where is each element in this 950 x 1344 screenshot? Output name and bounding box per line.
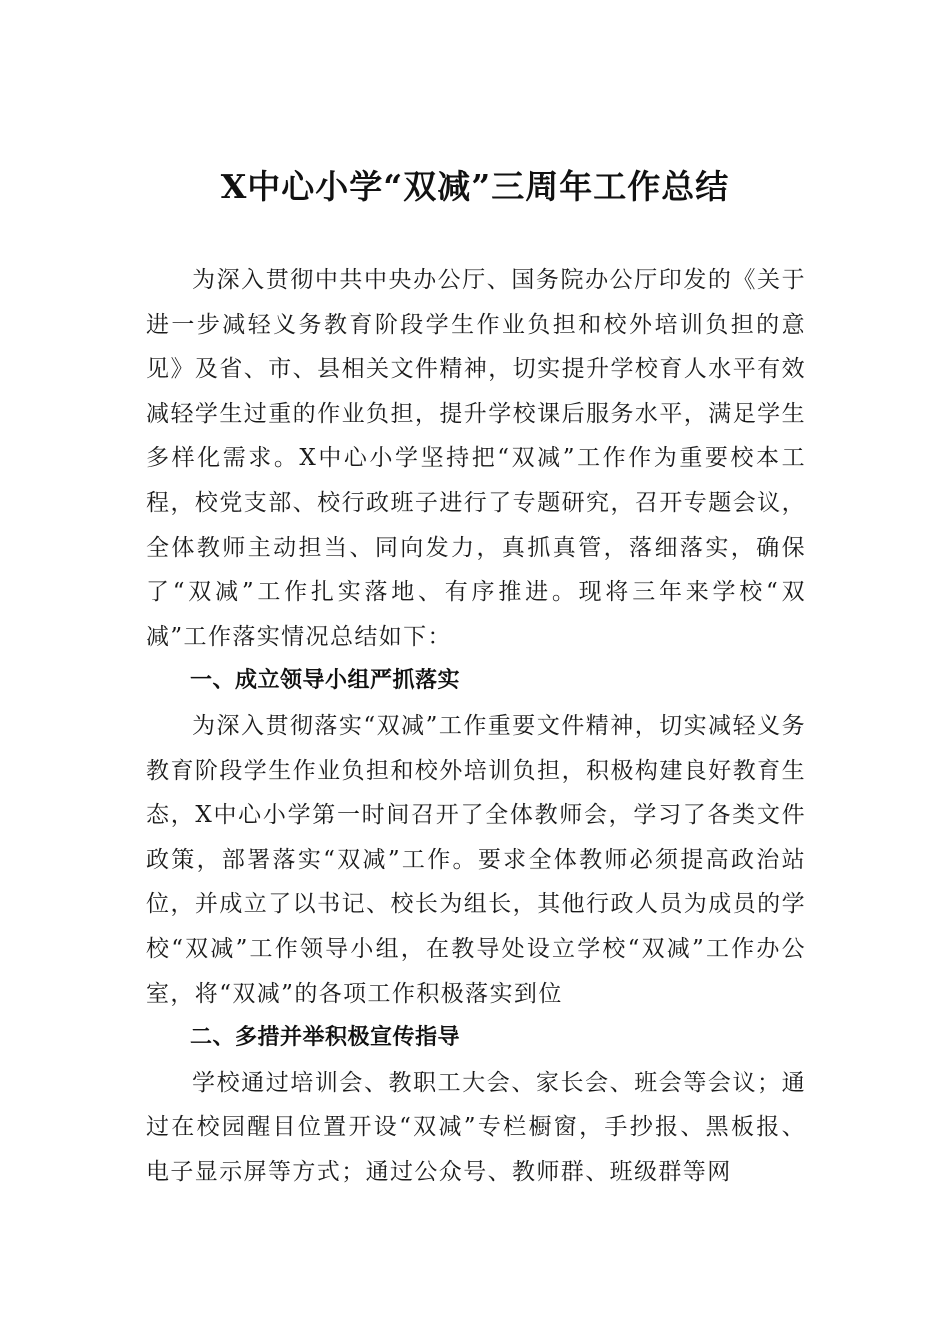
section-paragraph-2: 学校通过培训会、教职工大会、家长会、班会等会议；通过在校园醒目位置开设“双减”专栏橱窗，手抄报、黑板报、电子显示屏等方式；通过公众号、教师群、班级群等网: [146, 1069, 806, 1185]
document-body: [146, 258, 806, 1194]
section-heading-2: 二、多措并举积极宣传指导: [190, 1025, 461, 1051]
section-heading-1: 一、成立领导小组严抓落实: [190, 668, 461, 694]
document-title: X中心小学“双减”三周年工作总结: [220, 167, 730, 206]
intro-paragraph: 为深入贯彻中共中央办公厅、国务院办公厅印发的《关于进一步减轻义务教育阶段学生作业负担和校外培训负担的意见》及省、市、县相关文件精神，切实提升学校育人水平有效减轻学生过重的作业负担，提升学校课后服务水平，满足学生多样化需求。X中心小学坚持把“双减”工作作为重要校本工程，校党支部、校行政班子进行了专题研究，召开专题会议，全体教师主动担当、同向发力，真抓真管，落细落实，确保了“双减”工作扎实落地、有序推进。现将三年来学校“双减”工作落实情况总结如下：: [146, 267, 806, 650]
section-paragraph-1: 为深入贯彻落实“双减”工作重要文件精神，切实减轻义务教育阶段学生作业负担和校外培训负担，积极构建良好教育生态，X中心小学第一时间召开了全体教师会，学习了各类文件政策，部署落实“双减”工作。要求全体教师必须提高政治站位，并成立了以书记、校长为组长，其他行政人员为成员的学校“双减”工作领导小组，在教导处设立学校“双减”工作办公室，将“双减”的各项工作积极落实到位: [146, 712, 806, 1007]
